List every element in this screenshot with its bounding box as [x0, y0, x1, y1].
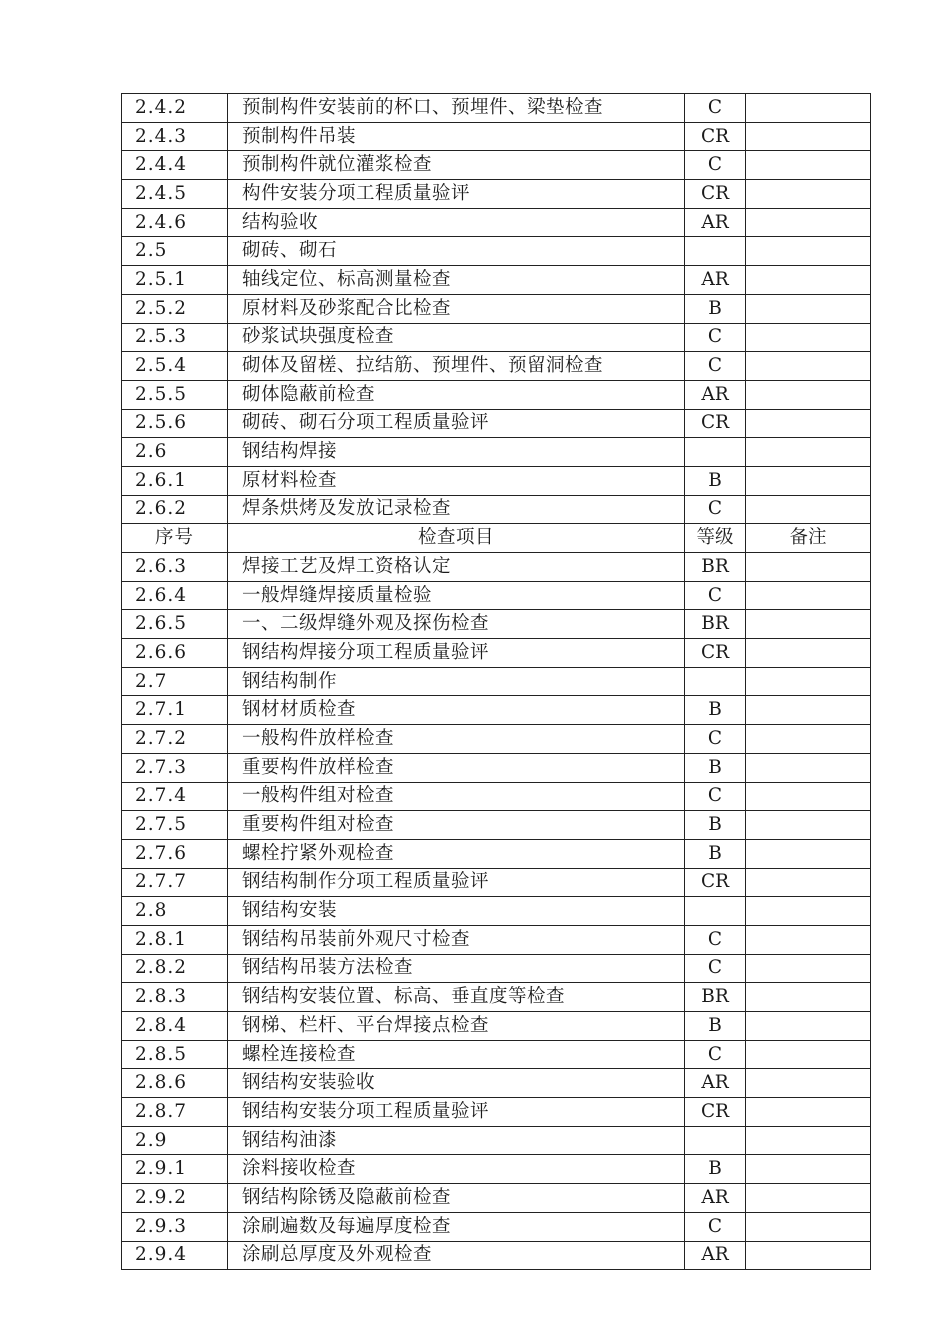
check-item-cell: 预制构件吊装 [228, 122, 685, 151]
row-number-cell: 2.7.1 [122, 696, 228, 725]
remark-cell [746, 1098, 871, 1127]
grade-cell: CR [685, 868, 746, 897]
table-row [122, 925, 871, 954]
remark-cell [746, 180, 871, 209]
grade-cell [685, 1126, 746, 1155]
grade-cell: B [685, 811, 746, 840]
table-header-row [122, 524, 871, 553]
grade-cell: C [685, 1040, 746, 1069]
check-item-cell: 预制构件安装前的杯口、预埋件、梁垫检查 [228, 94, 685, 123]
grade-cell: CR [685, 180, 746, 209]
remark-cell [746, 897, 871, 926]
table-row [122, 466, 871, 495]
grade-cell: BR [685, 983, 746, 1012]
check-item-cell: 重要构件组对检查 [228, 811, 685, 840]
table-row [122, 151, 871, 180]
grade-cell: CR [685, 122, 746, 151]
table-row [122, 811, 871, 840]
grade-cell: B [685, 466, 746, 495]
remark-cell [746, 438, 871, 467]
table-row [122, 438, 871, 467]
grade-cell: AR [685, 208, 746, 237]
row-number-cell: 2.6.1 [122, 466, 228, 495]
table-row [122, 897, 871, 926]
remark-cell [746, 266, 871, 295]
table-row [122, 208, 871, 237]
row-number-cell: 2.8.2 [122, 954, 228, 983]
remark-cell [746, 839, 871, 868]
grade-cell [685, 237, 746, 266]
table-row [122, 1241, 871, 1270]
check-item-cell: 砌砖、砌石分项工程质量验评 [228, 409, 685, 438]
table-row [122, 323, 871, 352]
table-row [122, 610, 871, 639]
grade-cell: C [685, 581, 746, 610]
check-item-cell: 钢材材质检查 [228, 696, 685, 725]
check-item-cell: 轴线定位、标高测量检查 [228, 266, 685, 295]
table-row [122, 1212, 871, 1241]
remark-cell [746, 753, 871, 782]
table-row [122, 1184, 871, 1213]
row-number-cell: 2.5.1 [122, 266, 228, 295]
inspection-table [121, 93, 871, 1270]
table-row [122, 1126, 871, 1155]
grade-cell: BR [685, 610, 746, 639]
remark-cell [746, 811, 871, 840]
grade-cell: B [685, 294, 746, 323]
grade-cell: CR [685, 1098, 746, 1127]
remark-cell [746, 868, 871, 897]
grade-cell [685, 438, 746, 467]
check-item-cell: 螺栓拧紧外观检查 [228, 839, 685, 868]
grade-cell: C [685, 151, 746, 180]
table-row [122, 380, 871, 409]
grade-cell: C [685, 323, 746, 352]
remark-cell [746, 495, 871, 524]
grade-cell: C [685, 725, 746, 754]
remark-cell [746, 208, 871, 237]
remark-cell [746, 1040, 871, 1069]
row-number-cell: 2.9.1 [122, 1155, 228, 1184]
row-number-cell: 2.8.5 [122, 1040, 228, 1069]
check-item-cell: 原材料检查 [228, 466, 685, 495]
grade-cell: B [685, 839, 746, 868]
grade-cell: AR [685, 266, 746, 295]
check-item-cell: 预制构件就位灌浆检查 [228, 151, 685, 180]
check-item-cell: 结构验收 [228, 208, 685, 237]
check-item-cell: 钢结构安装位置、标高、垂直度等检查 [228, 983, 685, 1012]
remark-cell [746, 553, 871, 582]
check-item-cell: 钢梯、栏杆、平台焊接点检查 [228, 1012, 685, 1041]
remark-cell [746, 1184, 871, 1213]
row-number-cell: 2.8.6 [122, 1069, 228, 1098]
table-row [122, 553, 871, 582]
check-item-cell: 砌体隐蔽前检查 [228, 380, 685, 409]
grade-cell: AR [685, 1184, 746, 1213]
row-number-cell: 2.6.6 [122, 639, 228, 668]
table-row [122, 782, 871, 811]
table-row [122, 266, 871, 295]
remark-cell [746, 94, 871, 123]
check-item-cell: 钢结构制作分项工程质量验评 [228, 868, 685, 897]
row-number-cell: 2.7.4 [122, 782, 228, 811]
row-number-cell: 2.9 [122, 1126, 228, 1155]
row-number-cell: 2.5.6 [122, 409, 228, 438]
table-row [122, 868, 871, 897]
row-number-cell: 2.4.4 [122, 151, 228, 180]
remark-cell [746, 1241, 871, 1270]
table-row [122, 1040, 871, 1069]
remark-cell [746, 983, 871, 1012]
row-number-cell: 2.5.4 [122, 352, 228, 381]
row-number-cell: 2.7.3 [122, 753, 228, 782]
grade-cell: B [685, 1012, 746, 1041]
grade-cell: B [685, 696, 746, 725]
row-number-cell: 2.8.3 [122, 983, 228, 1012]
check-item-cell: 一、二级焊缝外观及探伤检查 [228, 610, 685, 639]
grade-cell: AR [685, 380, 746, 409]
header-note-cell: 备注 [746, 524, 871, 553]
table-row [122, 1069, 871, 1098]
remark-cell [746, 352, 871, 381]
table-row [122, 495, 871, 524]
check-item-cell: 重要构件放样检查 [228, 753, 685, 782]
row-number-cell: 2.8.7 [122, 1098, 228, 1127]
row-number-cell: 2.7 [122, 667, 228, 696]
table-row [122, 409, 871, 438]
check-item-cell: 涂刷总厚度及外观检查 [228, 1241, 685, 1270]
row-number-cell: 2.9.3 [122, 1212, 228, 1241]
grade-cell: B [685, 753, 746, 782]
table-row [122, 983, 871, 1012]
grade-cell: AR [685, 1069, 746, 1098]
grade-cell: C [685, 495, 746, 524]
grade-cell: AR [685, 1241, 746, 1270]
table-row [122, 667, 871, 696]
table-row [122, 237, 871, 266]
check-item-cell: 钢结构除锈及隐蔽前检查 [228, 1184, 685, 1213]
row-number-cell: 2.5.5 [122, 380, 228, 409]
grade-cell: C [685, 1212, 746, 1241]
grade-cell: C [685, 782, 746, 811]
remark-cell [746, 1155, 871, 1184]
row-number-cell: 2.4.6 [122, 208, 228, 237]
remark-cell [746, 925, 871, 954]
header-item-cell: 检查项目 [228, 524, 685, 553]
header-no-cell: 序号 [122, 524, 228, 553]
row-number-cell: 2.8.4 [122, 1012, 228, 1041]
row-number-cell: 2.9.2 [122, 1184, 228, 1213]
check-item-cell: 螺栓连接检查 [228, 1040, 685, 1069]
check-item-cell: 砌砖、砌石 [228, 237, 685, 266]
remark-cell [746, 954, 871, 983]
remark-cell [746, 122, 871, 151]
grade-cell: C [685, 954, 746, 983]
remark-cell [746, 1069, 871, 1098]
row-number-cell: 2.6 [122, 438, 228, 467]
check-item-cell: 焊接工艺及焊工资格认定 [228, 553, 685, 582]
remark-cell [746, 1126, 871, 1155]
remark-cell [746, 581, 871, 610]
table-row [122, 696, 871, 725]
table-row [122, 180, 871, 209]
row-number-cell: 2.9.4 [122, 1241, 228, 1270]
remark-cell [746, 151, 871, 180]
check-item-cell: 钢结构制作 [228, 667, 685, 696]
check-item-cell: 原材料及砂浆配合比检查 [228, 294, 685, 323]
table-row [122, 753, 871, 782]
remark-cell [746, 610, 871, 639]
remark-cell [746, 466, 871, 495]
table-row [122, 1155, 871, 1184]
check-item-cell: 钢结构安装 [228, 897, 685, 926]
row-number-cell: 2.5.3 [122, 323, 228, 352]
row-number-cell: 2.7.2 [122, 725, 228, 754]
remark-cell [746, 380, 871, 409]
check-item-cell: 一般构件组对检查 [228, 782, 685, 811]
table-row [122, 294, 871, 323]
check-item-cell: 构件安装分项工程质量验评 [228, 180, 685, 209]
remark-cell [746, 1212, 871, 1241]
table-row [122, 725, 871, 754]
grade-cell: BR [685, 553, 746, 582]
grade-cell: C [685, 94, 746, 123]
remark-cell [746, 323, 871, 352]
check-item-cell: 砂浆试块强度检查 [228, 323, 685, 352]
remark-cell [746, 639, 871, 668]
grade-cell: B [685, 1155, 746, 1184]
row-number-cell: 2.7.7 [122, 868, 228, 897]
table-row [122, 1098, 871, 1127]
check-item-cell: 钢结构油漆 [228, 1126, 685, 1155]
grade-cell [685, 897, 746, 926]
check-item-cell: 钢结构焊接 [228, 438, 685, 467]
row-number-cell: 2.6.4 [122, 581, 228, 610]
row-number-cell: 2.6.2 [122, 495, 228, 524]
remark-cell [746, 294, 871, 323]
row-number-cell: 2.8 [122, 897, 228, 926]
grade-cell: CR [685, 639, 746, 668]
row-number-cell: 2.6.3 [122, 553, 228, 582]
check-item-cell: 涂刷遍数及每遍厚度检查 [228, 1212, 685, 1241]
check-item-cell: 钢结构吊装方法检查 [228, 954, 685, 983]
remark-cell [746, 1012, 871, 1041]
remark-cell [746, 696, 871, 725]
remark-cell [746, 667, 871, 696]
grade-cell [685, 667, 746, 696]
check-item-cell: 焊条烘烤及发放记录检查 [228, 495, 685, 524]
row-number-cell: 2.8.1 [122, 925, 228, 954]
table-row [122, 839, 871, 868]
grade-cell: C [685, 352, 746, 381]
row-number-cell: 2.5.2 [122, 294, 228, 323]
table-row [122, 122, 871, 151]
check-item-cell: 一般构件放样检查 [228, 725, 685, 754]
inspection-table-body [122, 94, 871, 1270]
table-row [122, 1012, 871, 1041]
table-row [122, 639, 871, 668]
remark-cell [746, 237, 871, 266]
row-number-cell: 2.4.5 [122, 180, 228, 209]
header-grade-cell: 等级 [685, 524, 746, 553]
check-item-cell: 一般焊缝焊接质量检验 [228, 581, 685, 610]
remark-cell [746, 725, 871, 754]
check-item-cell: 钢结构焊接分项工程质量验评 [228, 639, 685, 668]
check-item-cell: 钢结构安装验收 [228, 1069, 685, 1098]
row-number-cell: 2.6.5 [122, 610, 228, 639]
row-number-cell: 2.7.6 [122, 839, 228, 868]
row-number-cell: 2.4.2 [122, 94, 228, 123]
check-item-cell: 砌体及留槎、拉结筋、预埋件、预留洞检查 [228, 352, 685, 381]
table-row [122, 352, 871, 381]
check-item-cell: 涂料接收检查 [228, 1155, 685, 1184]
remark-cell [746, 409, 871, 438]
row-number-cell: 2.7.5 [122, 811, 228, 840]
check-item-cell: 钢结构安装分项工程质量验评 [228, 1098, 685, 1127]
table-row [122, 954, 871, 983]
row-number-cell: 2.5 [122, 237, 228, 266]
check-item-cell: 钢结构吊装前外观尺寸检查 [228, 925, 685, 954]
grade-cell: C [685, 925, 746, 954]
row-number-cell: 2.4.3 [122, 122, 228, 151]
table-row [122, 581, 871, 610]
grade-cell: CR [685, 409, 746, 438]
table-row [122, 94, 871, 123]
remark-cell [746, 782, 871, 811]
